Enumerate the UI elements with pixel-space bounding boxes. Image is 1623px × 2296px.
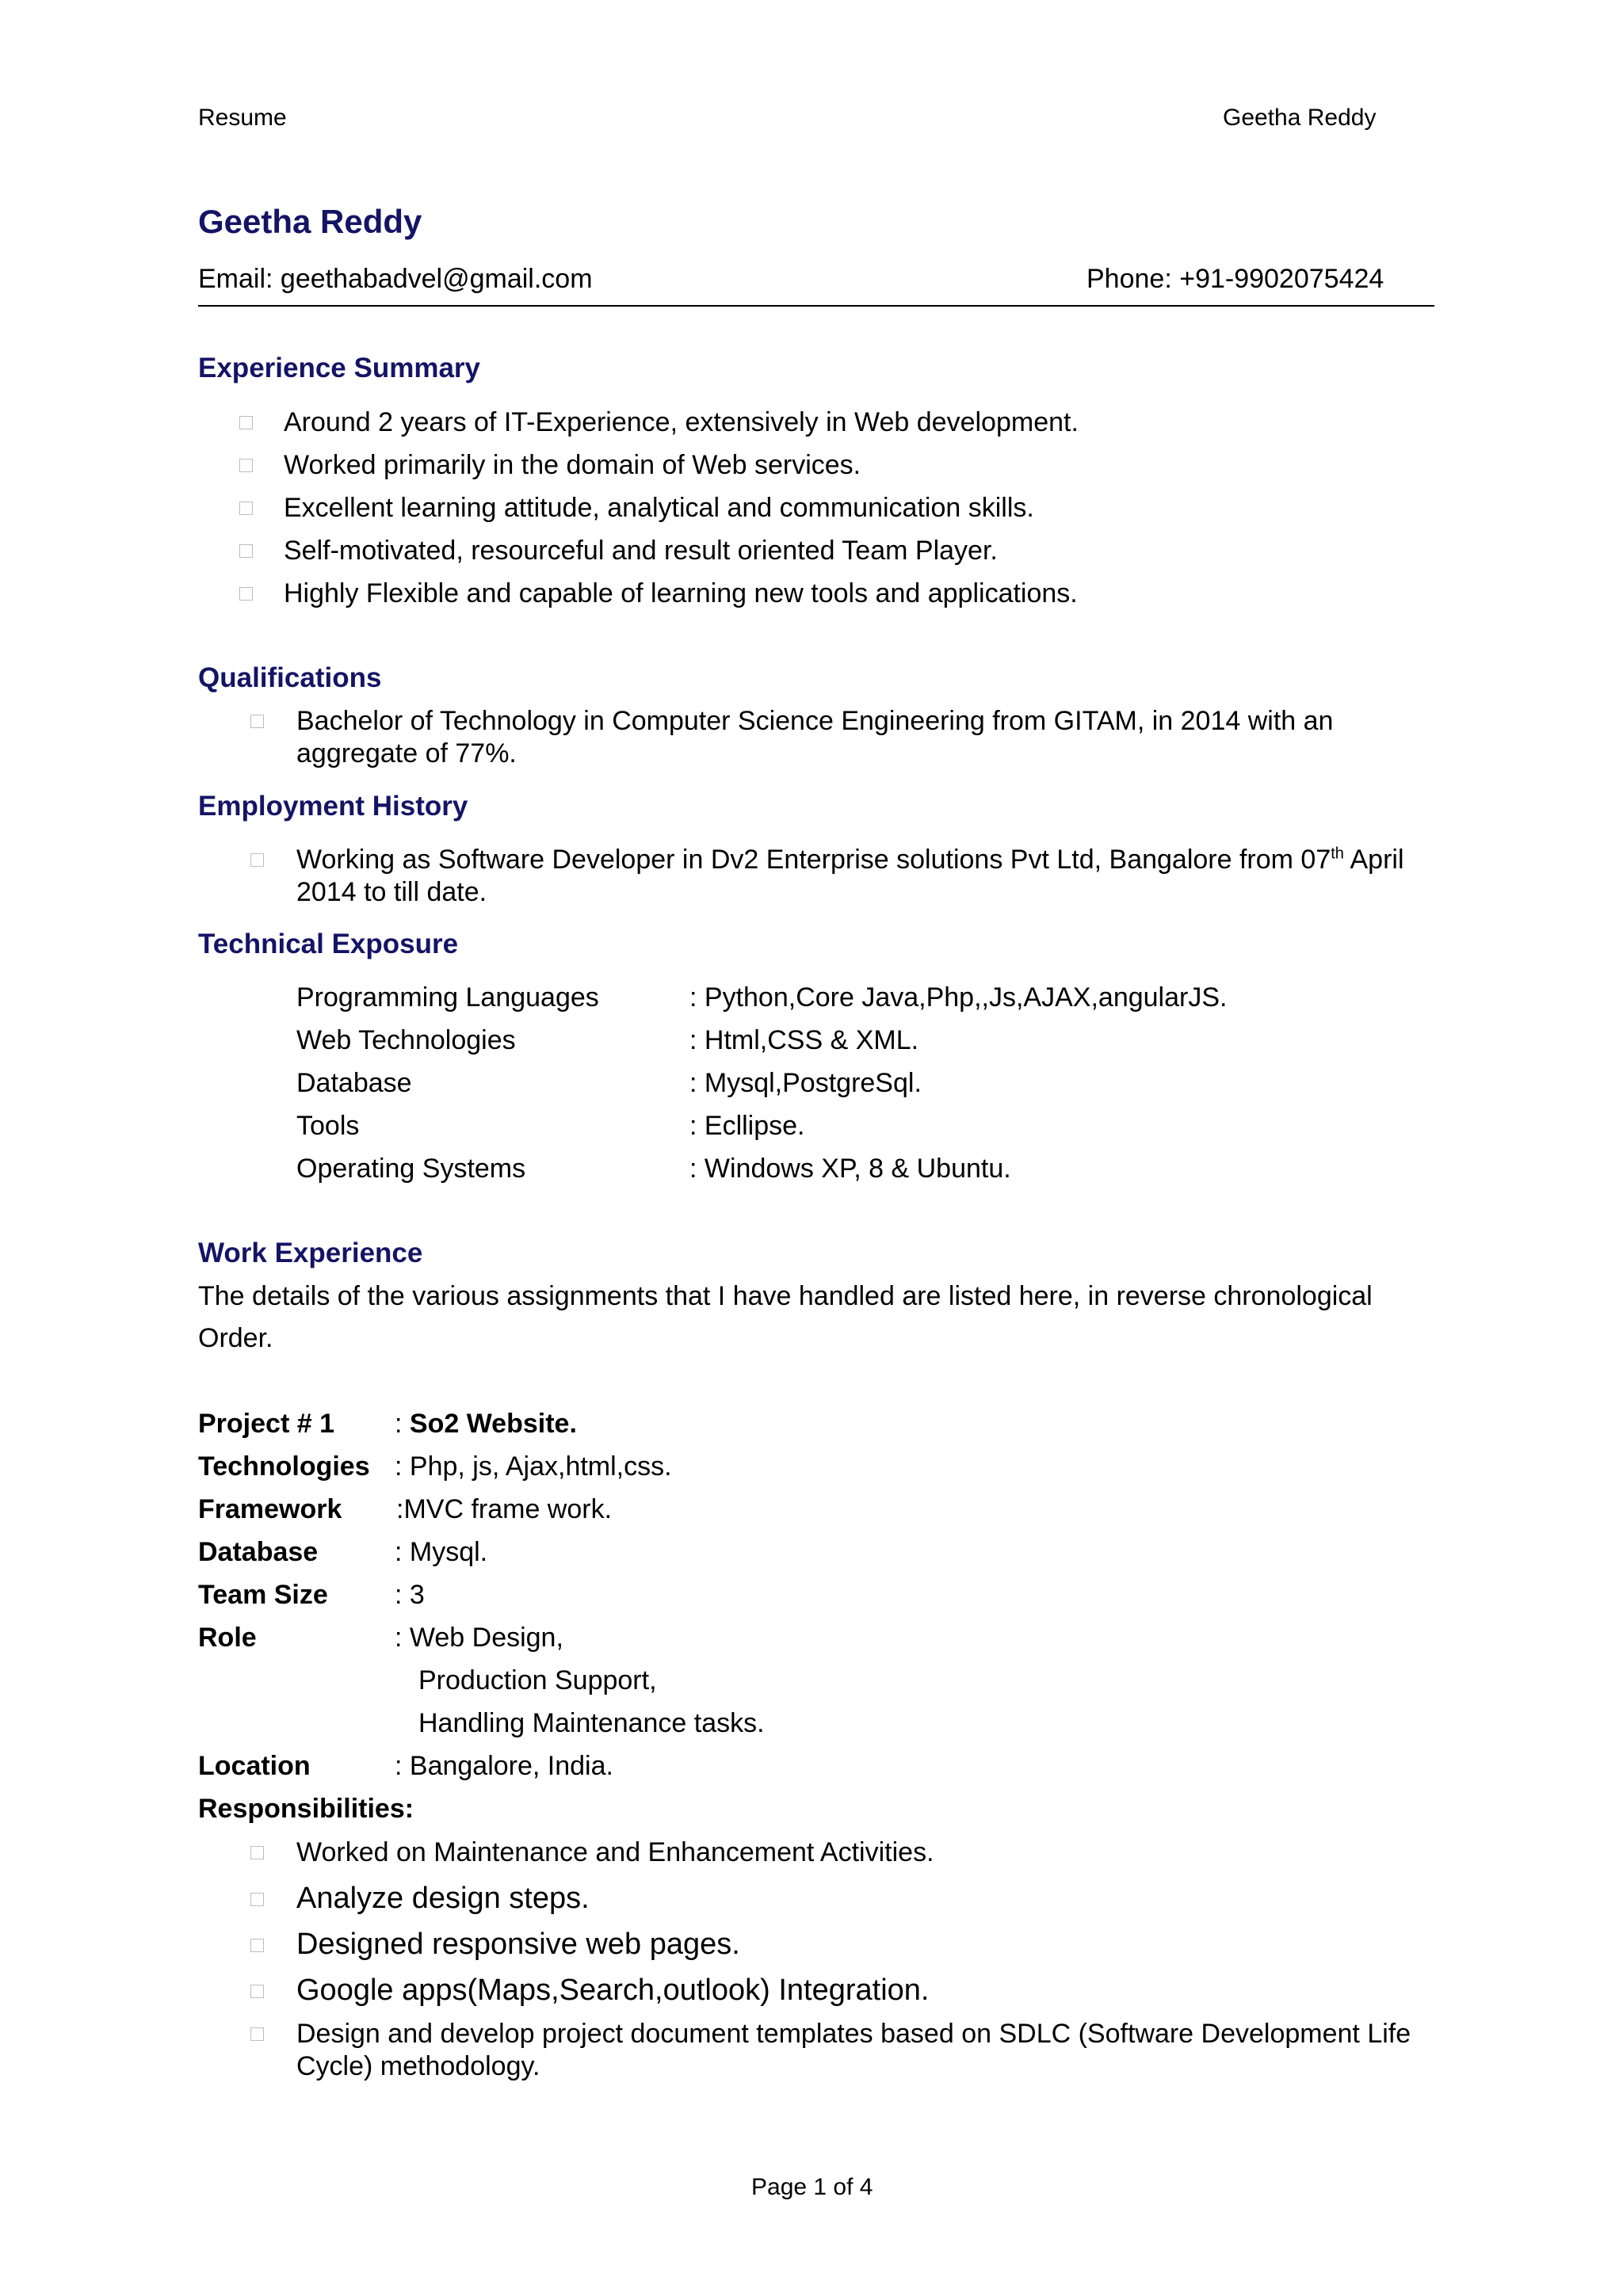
technical-exposure-heading: Technical Exposure xyxy=(198,929,459,959)
page-header-right: Geetha Reddy xyxy=(1223,105,1377,131)
bullet-icon xyxy=(250,2027,264,2041)
qualification-line-2: aggregate of 77%. xyxy=(296,738,517,769)
page-header-left: Resume xyxy=(198,105,287,131)
work-experience-heading: Work Experience xyxy=(198,1238,423,1268)
list-item: Worked on Maintenance and Enhancement Activities. xyxy=(296,1837,934,1867)
bullet-icon xyxy=(239,544,253,558)
tech-label: Web Technologies xyxy=(296,1025,516,1055)
experience-summary-heading: Experience Summary xyxy=(198,353,481,383)
bullet-icon xyxy=(250,1893,264,1906)
employment-line-1 xyxy=(296,845,1404,875)
role-value-2: Production Support, xyxy=(418,1665,657,1695)
project-name: So2 Website. xyxy=(409,1409,577,1439)
qualification-line-1: Bachelor of Technology in Computer Science Engineering from GITAM, in 2014 with an xyxy=(296,706,1334,736)
bullet-icon xyxy=(250,1939,264,1952)
phone-text: Phone: +91-9902075424 xyxy=(1086,264,1384,294)
employment-text: Working as Software Developer in Dv2 Enterprise solutions Pvt Ltd, Bangalore from 07 xyxy=(296,845,1331,875)
location-value: : Bangalore, India. xyxy=(395,1751,613,1781)
list-item: Designed responsive web pages. xyxy=(296,1928,740,1961)
bullet-icon xyxy=(250,715,264,728)
project-label: Project # 1 xyxy=(198,1409,334,1439)
bullet-icon xyxy=(250,853,264,867)
list-item: Excellent learning attitude, analytical and communication skills. xyxy=(284,493,1034,523)
page-footer: Page 1 of 4 xyxy=(751,2174,873,2200)
tech-value: : Ecllipse. xyxy=(689,1111,805,1141)
list-item: Around 2 years of IT-Experience, extensively in Web development. xyxy=(284,407,1079,437)
tech-label: Database xyxy=(296,1068,412,1098)
framework-label: Framework xyxy=(198,1494,342,1524)
employment-text-end: April xyxy=(1343,845,1404,875)
tech-value: : Html,CSS & XML. xyxy=(689,1025,919,1055)
tech-label: Operating Systems xyxy=(296,1154,526,1184)
bullet-icon xyxy=(239,416,253,429)
database-label: Database xyxy=(198,1537,319,1567)
candidate-name: Geetha Reddy xyxy=(198,203,422,240)
bullet-icon xyxy=(239,587,253,601)
tech-label: Tools xyxy=(296,1111,360,1141)
bullet-icon xyxy=(250,1846,264,1859)
technologies-value: : Php, js, Ajax,html,css. xyxy=(395,1451,672,1482)
tech-value: : Mysql,PostgreSql. xyxy=(689,1068,922,1098)
employment-line-2: 2014 to till date. xyxy=(296,877,487,907)
technologies-label: Technologies xyxy=(198,1451,370,1482)
list-item: Analyze design steps. xyxy=(296,1882,590,1915)
database-value: : Mysql. xyxy=(395,1537,488,1567)
project-value xyxy=(395,1409,577,1440)
qualifications-heading: Qualifications xyxy=(198,662,382,693)
project-sep: : xyxy=(395,1409,410,1439)
framework-value: :MVC frame work. xyxy=(396,1494,613,1524)
bullet-icon xyxy=(250,1985,264,1998)
work-intro-line-2: Order. xyxy=(198,1323,273,1353)
email-text: Email: geethabadvel@gmail.com xyxy=(198,264,593,294)
role-value-1: : Web Design, xyxy=(395,1623,563,1653)
list-item: Design and develop project document templates based on SDLC (Software Development Life xyxy=(296,2019,1411,2049)
team-size-value: : 3 xyxy=(395,1580,425,1610)
role-label: Role xyxy=(198,1623,257,1653)
list-item: Google apps(Maps,Search,outlook) Integration. xyxy=(296,1974,930,2007)
work-intro-line-1: The details of the various assignments that I have handled are listed here, in reverse chronological xyxy=(198,1281,1373,1311)
bullet-icon xyxy=(239,459,253,472)
tech-value: : Python,Core Java,Php,,Js,AJAX,angularJS. xyxy=(689,982,1228,1013)
team-size-label: Team Size xyxy=(198,1580,328,1610)
bullet-icon xyxy=(239,502,253,515)
list-item-continued: Cycle) methodology. xyxy=(296,2051,540,2081)
tech-label: Programming Languages xyxy=(296,982,599,1013)
location-label: Location xyxy=(198,1751,311,1781)
employment-sup: th xyxy=(1331,845,1344,863)
list-item: Highly Flexible and capable of learning new tools and applications. xyxy=(284,578,1078,608)
role-value-3: Handling Maintenance tasks. xyxy=(418,1708,765,1738)
list-item: Worked primarily in the domain of Web services. xyxy=(284,450,861,480)
responsibilities-label: Responsibilities: xyxy=(198,1794,414,1824)
tech-value: : Windows XP, 8 & Ubuntu. xyxy=(689,1154,1011,1184)
list-item: Self-motivated, resourceful and result oriented Team Player. xyxy=(284,536,998,566)
employment-history-heading: Employment History xyxy=(198,791,468,822)
header-divider xyxy=(198,305,1434,307)
